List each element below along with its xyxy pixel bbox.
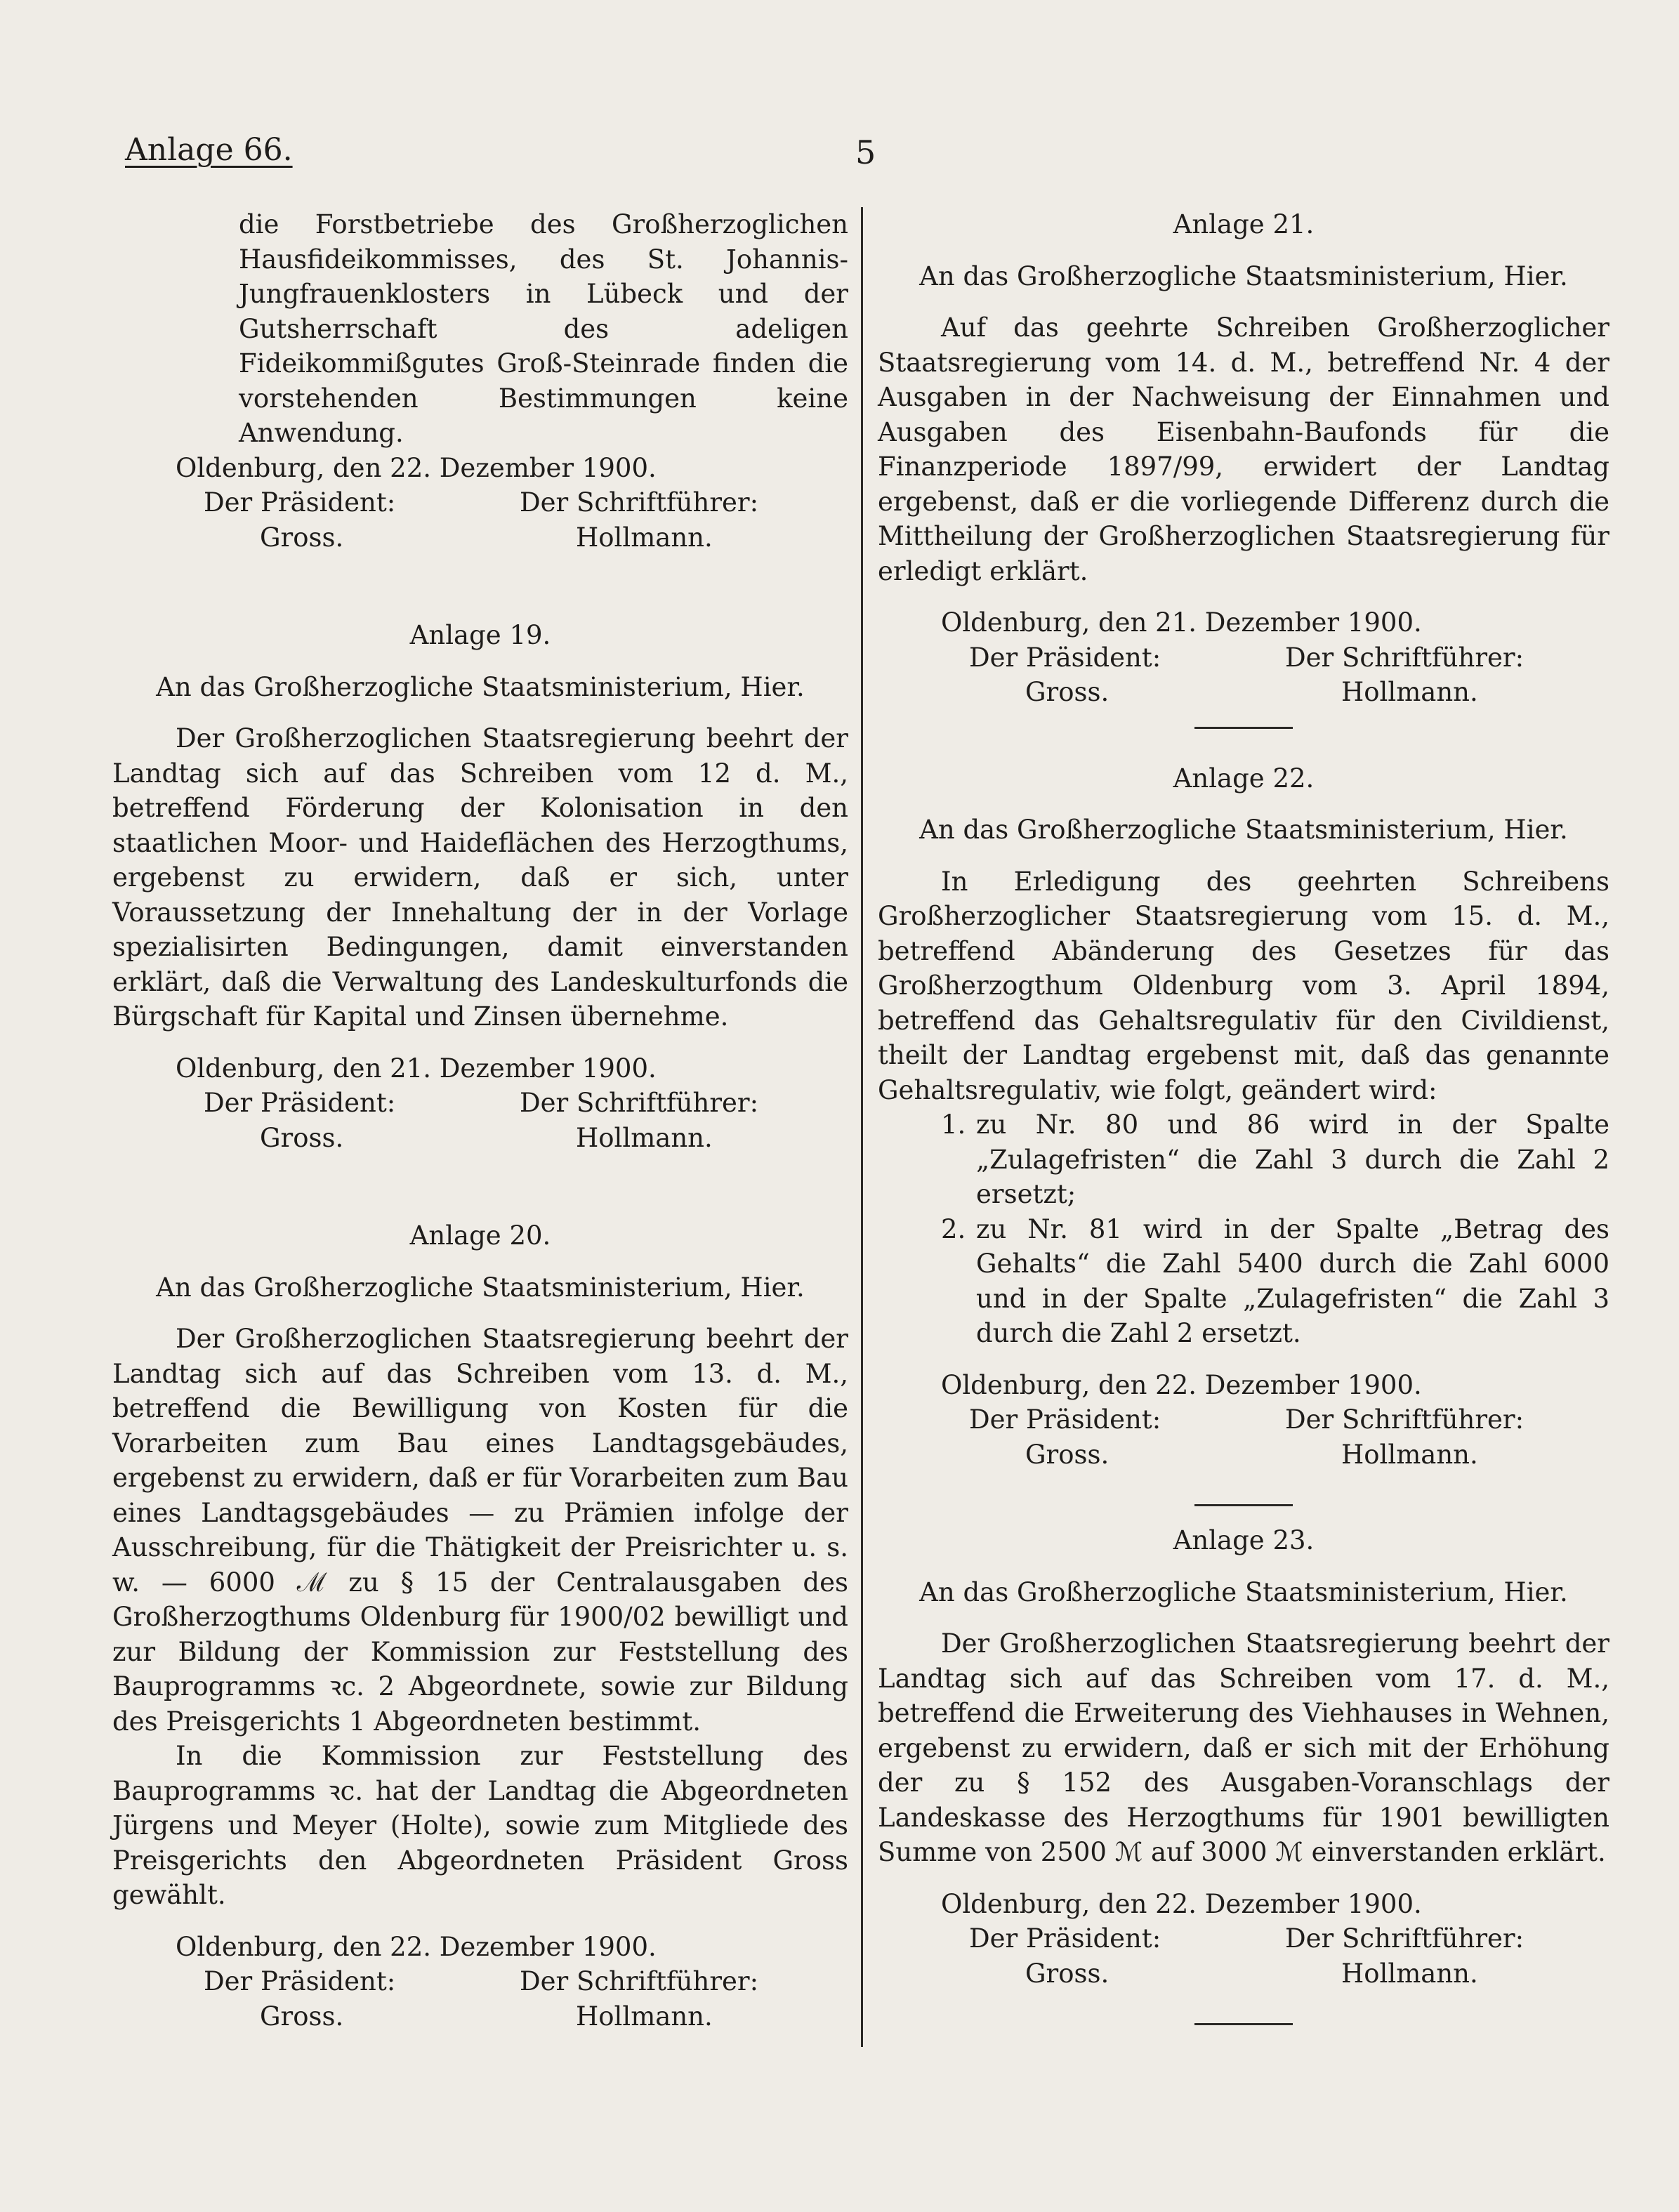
president-name: Gross.: [260, 522, 344, 553]
list-item: [941, 1212, 1609, 1351]
president-title: Der Präsident:: [204, 1088, 396, 1118]
anlage-23-title: Anlage 23.: [1173, 1525, 1315, 1555]
president-name: Gross.: [1025, 677, 1110, 707]
intro-paragraph: die Forstbetriebe des Großherzoglichen Hausfideikommisses, des St. Johannis-Jungfrauenklosters in Lübeck und der Gutsherrschaft des adeligen Fideikommißgutes Groß-Steinrade finden die vorstehenden Bestimmungen keine Anwendung.: [239, 209, 848, 448]
secretary-title: Der Schriftführer:: [520, 1088, 759, 1118]
list-item-text: zu Nr. 80 und 86 wird in der Spalte „Zulagefristen“ die Zahl 3 durch die Zahl 2 ersetzt;: [976, 1110, 1609, 1209]
anlage-20-place-date: Oldenburg, den 22. Dezember 1900.: [176, 1931, 657, 1962]
anlage-20-body-1: Der Großherzoglichen Staatsregierung beehrt der Landtag sich auf das Schreiben vom 13. d. M., betreffend die Bewilligung von Kosten für die Vorarbeiten zum Bau eines Landtagsgebäudes, ergebenst zu erwidern, daß er für Vorarbeiten zum Bau eines Landtagsgebäudes — zu Prämien infolge der Ausschreibung, für die Thätigkeit der Preisrichter u. s. w. — 6000 ℳ zu § 15 der Centralausgaben des Großherzogthums Oldenburg für 1900/02 bewilligt und zur Bildung der Kommission zur Feststellung des Bauprogramms ꝛc. 2 Abgeordnete, sowie zur Bildung des Preisgerichts 1 Abgeordneten bestimmt.: [112, 1324, 848, 1737]
anlage-21-address: An das Großherzogliche Staatsministerium, Hier.: [919, 261, 1568, 291]
intro-signatures: [112, 485, 848, 555]
anlage-23-body: Der Großherzoglichen Staatsregierung beehrt der Landtag sich auf das Schreiben vom 17. d. M., betreffend die Erweiterung des Viehhauses in Wehnen, ergebenst zu erwidern, daß er sich mit der Erhöhung der zu § 152 des Ausgaben-Voranschlags der Landeskasse des Herzogthums für 1901 bewilligten Summe von 2500 ℳ auf 3000 ℳ einverstanden erklärt.: [878, 1628, 1609, 1867]
list-item-number: 1.: [941, 1110, 966, 1140]
anlage-20-address: An das Großherzogliche Staatsministerium, Hier.: [156, 1272, 805, 1303]
anlage-19-body: Der Großherzoglichen Staatsregierung beehrt der Landtag sich auf das Schreiben vom 12 d. M., betreffend Förderung der Kolonisation in den staatlichen Moor- und Haideflächen des Herzogthums, ergebenst zu erwidern, daß er sich, unter Voraussetzung der Innehaltung der in der Vorlage spezialisirten Bedingungen, damit einverstanden erklärt, daß die Verwaltung des Landeskulturfonds die Bürgschaft für Kapital und Zinsen übernehme.: [112, 723, 848, 1032]
intro-place-date: Oldenburg, den 22. Dezember 1900.: [176, 452, 657, 483]
section-rule: [1194, 2023, 1293, 2025]
secretary-title: Der Schriftführer:: [520, 487, 759, 518]
anlage-20-title: Anlage 20.: [409, 1220, 551, 1251]
anlage-19-place-date: Oldenburg, den 21. Dezember 1900.: [176, 1053, 657, 1084]
page-number: 5: [855, 133, 876, 171]
list-item-text: zu Nr. 81 wird in der Spalte „Betrag des Gehalts“ die Zahl 5400 durch die Zahl 6000 und in der Spalte „Zulagefristen“ die Zahl 3 durch die Zahl 2 ersetzt.: [976, 1213, 1609, 1348]
anlage-22-signatures: [878, 1402, 1609, 1472]
anlage-19-title: Anlage 19.: [409, 620, 551, 650]
secretary-name: Hollmann.: [1341, 1958, 1478, 1989]
anlage-21-place-date: Oldenburg, den 21. Dezember 1900.: [941, 607, 1422, 638]
column-divider: [861, 207, 863, 2047]
president-name: Gross.: [260, 2001, 344, 2032]
secretary-title: Der Schriftführer:: [1285, 1923, 1525, 1954]
anlage-21-signatures: [878, 640, 1609, 710]
anlage-22-changes-list: [878, 1107, 1609, 1351]
anlage-21-body: Auf das geehrte Schreiben Großherzoglicher Staatsregierung vom 14. d. M., betreffend Nr. 4 der Ausgaben in der Nachweisung der Einnahmen und Ausgaben des Eisenbahn-Baufonds für die Finanzperiode 1897/99, erwidert der Landtag ergebenst, daß er die vorliegende Differenz durch die Mittheilung der Großherzoglichen Staatsregierung für erledigt erklärt.: [878, 312, 1609, 586]
president-name: Gross.: [260, 1122, 344, 1153]
secretary-name: Hollmann.: [576, 1122, 713, 1153]
anlage-23-signatures: [878, 1921, 1609, 1991]
anlage-23-address: An das Großherzogliche Staatsministerium, Hier.: [919, 1576, 1568, 1607]
anlage-21-title: Anlage 21.: [1173, 209, 1315, 239]
president-name: Gross.: [1025, 1439, 1110, 1470]
secretary-name: Hollmann.: [576, 2001, 713, 2032]
anlage-22-body: In Erledigung des geehrten Schreibens Großherzoglicher Staatsregierung vom 15. d. M., betreffend Abänderung des Gesetzes für das Großherzogthum Oldenburg vom 3. April 1894, betreffend das Gehaltsregulativ für den Civildienst, theilt der Landtag ergebenst mit, daß das genannte Gehaltsregulativ, wie folgt, geändert wird:: [878, 866, 1609, 1105]
president-name: Gross.: [1025, 1958, 1110, 1989]
secretary-title: Der Schriftführer:: [1285, 642, 1525, 673]
secretary-name: Hollmann.: [576, 522, 713, 553]
secretary-name: Hollmann.: [1341, 677, 1478, 707]
president-title: Der Präsident:: [969, 1923, 1161, 1954]
secretary-title: Der Schriftführer:: [520, 1966, 759, 1996]
anlage-22-place-date: Oldenburg, den 22. Dezember 1900.: [941, 1369, 1422, 1400]
president-title: Der Präsident:: [969, 642, 1161, 673]
anlage-22-address: An das Großherzogliche Staatsministerium, Hier.: [919, 815, 1568, 845]
anlage-20-body-2: In die Kommission zur Feststellung des Bauprogramms ꝛc. hat der Landtag die Abgeordneten Jürgens und Meyer (Holte), sowie zum Mitgliede des Preisgerichts den Abgeordneten Präsident Gross gewählt.: [112, 1741, 848, 1910]
anlage-19-address: An das Großherzogliche Staatsministerium, Hier.: [156, 671, 805, 702]
president-title: Der Präsident:: [204, 487, 396, 518]
president-title: Der Präsident:: [204, 1966, 396, 1996]
list-item: [941, 1107, 1609, 1212]
right-column: [878, 207, 1609, 2025]
secretary-title: Der Schriftführer:: [1285, 1404, 1525, 1435]
appendix-label: Anlage 66.: [125, 132, 293, 168]
anlage-20-signatures: [112, 1964, 848, 2034]
president-title: Der Präsident:: [969, 1404, 1161, 1435]
left-column: [112, 207, 848, 2034]
secretary-name: Hollmann.: [1341, 1439, 1478, 1470]
anlage-22-title: Anlage 22.: [1173, 763, 1315, 794]
anlage-23-place-date: Oldenburg, den 22. Dezember 1900.: [941, 1888, 1422, 1919]
anlage-19-signatures: [112, 1086, 848, 1155]
list-item-number: 2.: [941, 1213, 966, 1244]
